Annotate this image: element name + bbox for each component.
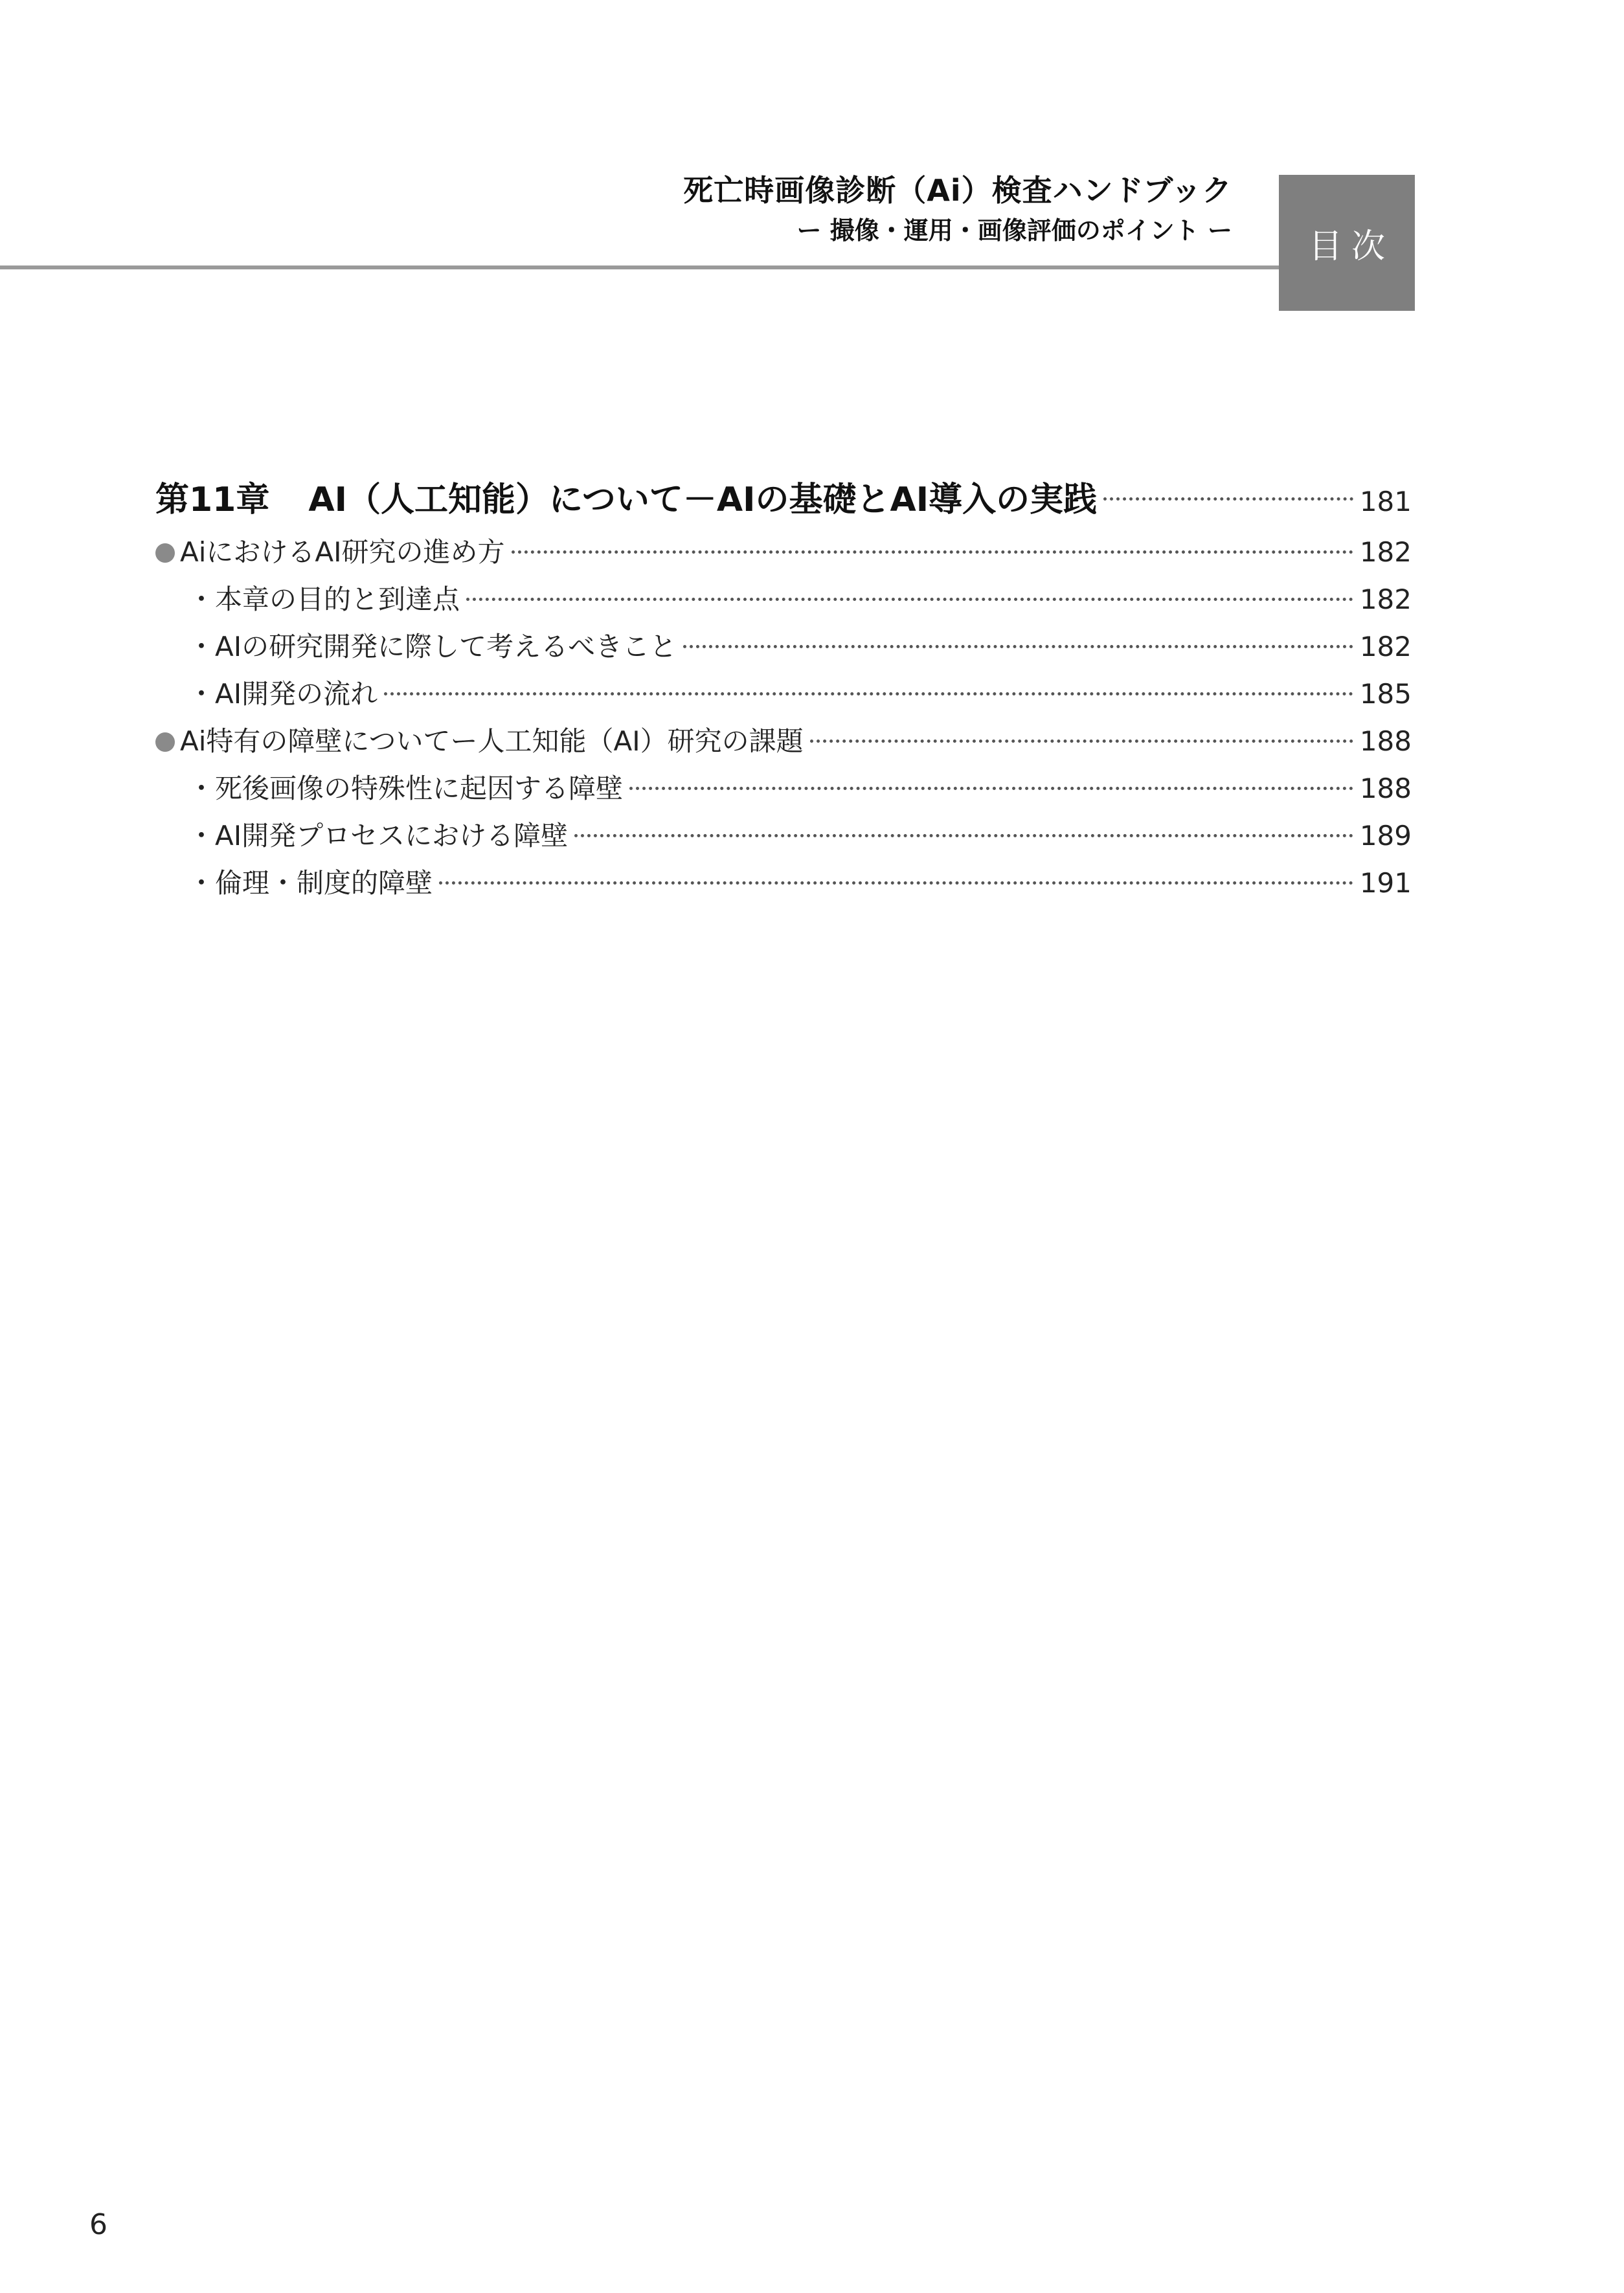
toc-chapter-entry[interactable] — [155, 471, 1412, 528]
subsection-title: ・AIの研究開発に際して考えるべきこと — [188, 631, 677, 662]
subsection-page-number: 185 — [1359, 678, 1412, 710]
subsection-page-number: 189 — [1359, 820, 1412, 852]
toc-subsection-entry[interactable] — [155, 623, 1412, 670]
subsection-page-number: 188 — [1359, 773, 1412, 804]
toc-tab-label: 目次 — [1308, 227, 1394, 266]
leader-dots — [683, 645, 1353, 648]
section-title: Ai特有の障壁についてー人工知能（AI）研究の課題 — [180, 725, 804, 757]
bullet-icon — [155, 543, 175, 563]
toc-subsection-entry[interactable] — [155, 765, 1412, 812]
subsection-title: ・AI開発の流れ — [188, 678, 378, 710]
section-page-number: 188 — [1359, 725, 1412, 757]
leader-dots — [439, 881, 1353, 885]
leader-dots — [512, 550, 1353, 554]
toc-subsection-entry[interactable] — [155, 812, 1412, 859]
leader-dots — [1103, 497, 1353, 501]
toc-subsection-entry[interactable] — [155, 576, 1412, 623]
header-divider — [0, 265, 1282, 269]
subsection-page-number: 182 — [1359, 631, 1412, 662]
chapter-number: 第11章 — [155, 480, 270, 519]
leader-dots — [629, 787, 1353, 790]
page-number: 6 — [89, 2208, 107, 2241]
leader-dots — [466, 598, 1353, 601]
section-title: AiにおけるAI研究の進め方 — [180, 536, 505, 568]
subsection-title: ・本章の目的と到達点 — [188, 583, 460, 615]
toc-subsection-entry[interactable] — [155, 859, 1412, 907]
chapter-page-number: 181 — [1359, 486, 1412, 517]
toc-subsection-entry[interactable] — [155, 670, 1412, 717]
chapter-title: AI（人工知能）について－AIの基礎とAI導入の実践 — [308, 480, 1098, 519]
toc-section-entry[interactable] — [155, 528, 1412, 576]
leader-dots — [574, 834, 1353, 837]
subsection-title: ・死後画像の特殊性に起因する障壁 — [188, 773, 624, 804]
book-subtitle: ー 撮像・運用・画像評価のポイント ー — [796, 216, 1232, 245]
subsection-title: ・倫理・制度的障壁 — [188, 867, 433, 899]
table-of-contents — [155, 471, 1412, 907]
toc-section-entry[interactable] — [155, 717, 1412, 765]
toc-tab — [1279, 175, 1415, 311]
book-title: 死亡時画像診断（Ai）検査ハンドブック — [683, 173, 1232, 208]
book-header — [683, 170, 1232, 247]
leader-dots — [384, 692, 1353, 695]
subsection-page-number: 182 — [1359, 583, 1412, 615]
subsection-page-number: 191 — [1359, 867, 1412, 899]
chapter-heading — [155, 471, 1097, 528]
leader-dots — [810, 740, 1353, 743]
bullet-icon — [155, 732, 175, 752]
section-page-number: 182 — [1359, 536, 1412, 568]
subsection-title: ・AI開発プロセスにおける障壁 — [188, 820, 569, 852]
